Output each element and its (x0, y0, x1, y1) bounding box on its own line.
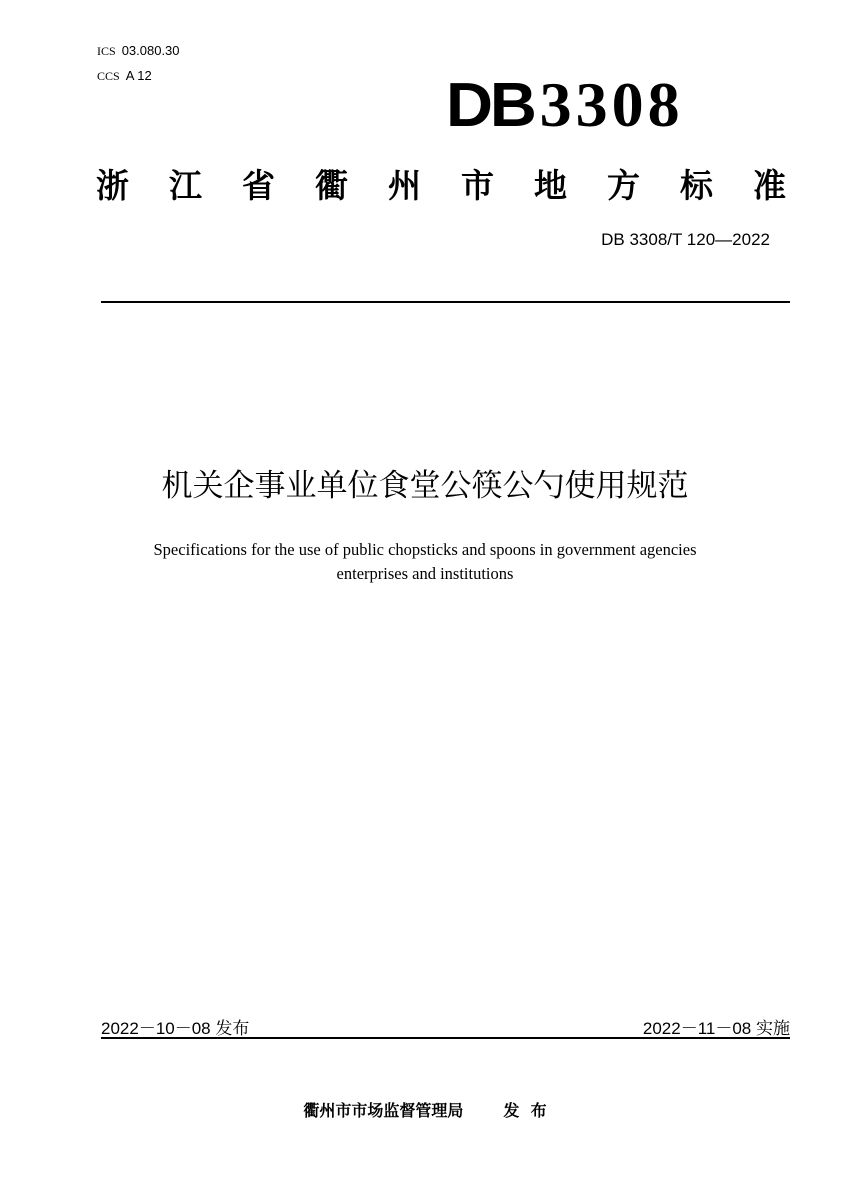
document-title-en-line2: enterprises and institutions (336, 564, 514, 583)
standard-type-title (96, 162, 786, 210)
ics-value: 03.080.30 (121, 43, 180, 58)
issuer-action: 发 布 (503, 1101, 547, 1120)
issuer-line (0, 1098, 850, 1121)
db-logo-code: 3308 (539, 69, 684, 140)
ccs-label: CCS (97, 69, 120, 83)
standard-type-char: 江 (169, 166, 202, 205)
footer-divider (101, 1037, 790, 1039)
publish-date: 2022－10－08 发布 (101, 1019, 250, 1038)
db-logo-prefix: DB (446, 70, 534, 140)
standard-type-char: 州 (388, 166, 421, 205)
document-title-en (0, 538, 850, 586)
db-logo (446, 70, 736, 140)
header-divider (101, 301, 790, 303)
standard-type-char: 衢 (315, 166, 348, 205)
standard-type-char: 标 (680, 166, 713, 205)
standard-type-char: 市 (461, 166, 494, 205)
standard-type-char: 省 (242, 166, 275, 205)
ics-label: ICS (97, 44, 116, 58)
standard-type-char: 准 (753, 166, 786, 205)
ccs-row (97, 68, 152, 85)
standard-type-char: 方 (607, 166, 640, 205)
implement-date: 2022－11－08 实施 (642, 1019, 790, 1038)
document-title-en-line1: Specifications for the use of public chopsticks and spoons in government agencies (153, 540, 697, 559)
document-title-zh: 机关企事业单位食堂公筷公勺使用规范 (161, 468, 689, 504)
ccs-value: A 12 (125, 68, 152, 83)
standard-type-char: 浙 (96, 166, 129, 205)
standard-number: DB 3308/T 120—2022 (601, 230, 770, 249)
standard-type-char: 地 (534, 166, 567, 205)
ics-row (97, 43, 180, 60)
issuer-name: 衢州市市场监督管理局 (303, 1101, 464, 1120)
